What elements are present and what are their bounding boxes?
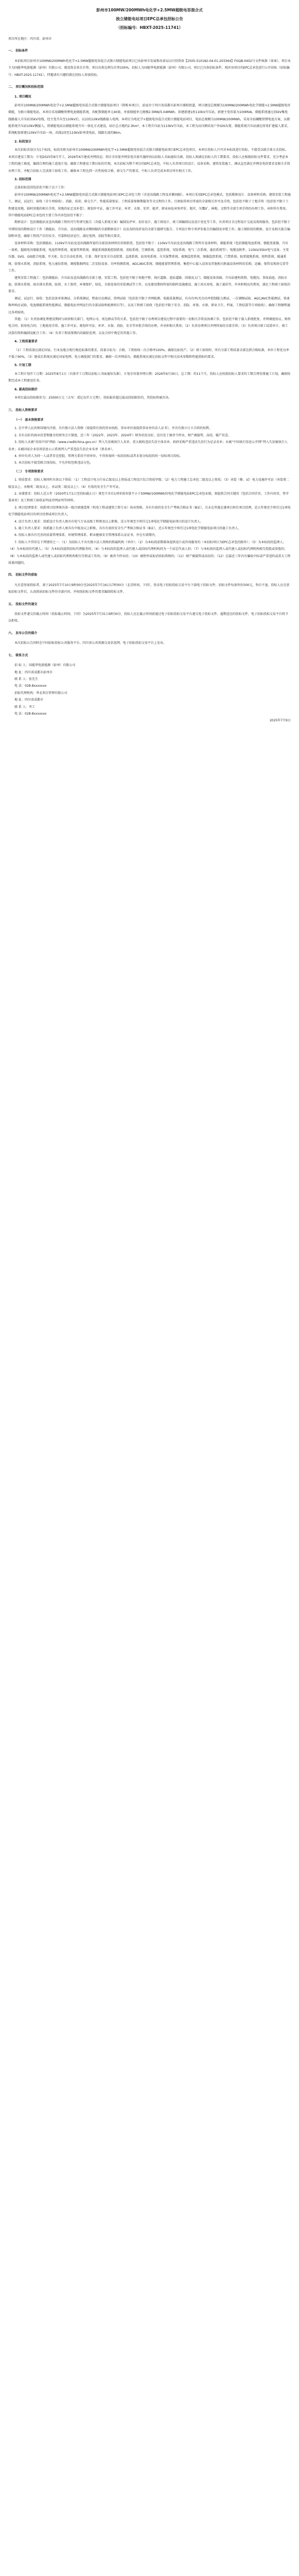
contact-item: 地 址：四川省成都市: [14, 698, 43, 702]
contact-item: 招标代理机构：华北项目管理有限公司: [14, 691, 68, 695]
special-qual-item-1: 1. 资质要求：投标人须同时具备以下资质：（1）工程设计电力行业乙级及以上资质或工程设计综合资质甲级；（2）电力工程施工总承包二级及以上资质；（3）承装（修、试）电力设施许可证（承装类二级及以上、承修类二级及以上、承试类二级及以上）；（4）有效的安全生产许可证。: [8, 478, 290, 489]
section6-title: 六、 发布公告的媒介: [8, 631, 38, 635]
basic-qualification-title: （一） 基本资格要求: [14, 418, 44, 422]
price-limit-text: 本项目最高投标限价为：25000万元（大写：贰亿伍仟万元整），投标报价超过最高投标限价的，其投标将被否决。: [14, 396, 172, 400]
scope-paragraph-5: 调试、试运行、验收：包括设备单体调试、分系统调试、整套启动调试、涉网试验（包括但不限于并网检测、电能质量测试、有功功率/无功功率控制能力测试、一次调频试验、AGC/AVC性能测试、快速频率响应试验、电池储能系统性能测试、储能电站并网运行的全部试验和检测项目等），以及工程竣工验收（包括但不限于安全、消防、环保、水保、职业卫生、档案、工程结算等专项验收），确保工程顺利通过各项验收。: [8, 296, 291, 314]
section1-title: 一、 招标条件: [8, 49, 28, 53]
price-limit-title: 6. 最高投标限价: [14, 387, 38, 391]
doc-title-line2: 独立储能电站项目EPC总承包招标公告: [116, 17, 183, 21]
basic-qual-item-5: 5. 本次招标不接受联合体投标，不允许转包和违法分包。: [14, 461, 93, 465]
section3-title: 三、 投标人资格要求: [8, 408, 38, 412]
basic-qual-item-4: 4. 单位负责人为同一人或者存在控股、管理关系的不同单位，不得参加同一标段投标或者未划分标段的同一招标项目投标。: [14, 454, 183, 458]
scope-paragraph-1: 彭州市100MW/200MWh电化学+2.5MW超级电容混合式独立储能电站项目EPC总承包工程（含送出线路工程及对侧间隔），本项目采用EPC总承包模式，包括勘察设计、设备材料采购、建筑安装工程施工、调试、试运行、验收（含专项验收）、消缺、培训、移交生产、性能质量保证、工程质量保修期服务等全过程的工作，且须取得项目所需的全部相关许可及手续，包括但不限于土地手续（包括但不限于工程建设用地、临时用地的相关手续、用地的征迁及补偿）、规划许可证、施工许可证、环评、水保、安评、能评、职业病危害预评价、地灾、压覆矿、林地、文物等全部专项手续的办理工作，承担所有费用。其中储能电站EPC总承包的主要工作内容包括但不限于：: [8, 193, 291, 217]
section4-title: 四、 招标文件的获取: [8, 573, 38, 577]
section1-text: 本招标项目彭州市100MW/200MWh电化学+2.5MW超级电容混合式独立储能电站项目已由彭州市发展和改革局以川投资备【2505-510182-04-01-203364】FGQB-0402号文件核准（备案），项目业主为国能华电新能源（彭州）有限公司，建设资金来自自筹，项目出资比例为自筹100%。招标人为国能华电新能源（彭州）有限公司。项目已具备招标条件，现对该项目的EPC总承包进行公开招标（招标编号：HBXT-2025-11741），特邀请有兴趣的潜在投标人参加投标。: [8, 59, 291, 77]
section2-title: 二、 项目概况和招标范围: [8, 85, 44, 89]
section2-sub2-text: 本次招标共划分为1个标段，标段名称为彭州市100MW/200MWh电化学+2.5MW超级电容混合式独立储能电站项目EPC总承包项目，本项目投标人只可对本标段进行投标，不接受以联合体方式投标。本项目建设工期为：计划2025年8月开工，2026年6月建成并网投运；项目全容量并网发电具体实施时间以招标人书面通知为准，投标人须满足招标人的工期要求。投标人应根据招标文件要求，充分考虑本工程的施工难度，编制合理的施工进度计划，确保工程建设工期目标的实现。本次招标为整个项目的EPC总承包，中标人负责项目的设计、设备采购、建筑安装施工、调试直至满足并网发电的要求及相关手续办理工作，并配合招标人完成竣工验收工作，确保本工程达到一次性验收合格、移交生产的要求，中标人负责完成本项目所有相关工作。: [8, 148, 290, 173]
scope-paragraph-3: 设备材料采购：包括储能站、110kV升压站及送出线路所需的全部设备材料的采购供货，包括但不限于：110kV升压站及送出线路工程所有设备材料，储能系统（包括储能电池系统、储能变流器、升压一体机、超级电容储能系统、电池管理系统、能量管理系统、储能系统就地控制系统、消防系统、空调系统、监控系统、安防系统、电气二次系统、通信系统等）、电缆及附件、110kV/35kV电气设备、主变压器、SVG、GIS组合电器、开关柜、综合自动化系统、计量、保护及安全自动装置、直流系统、站用电系统、火灾报警系统、视频监控系统、图像监控系统、门禁系统、防雷接地系统、照明系统、暖通系统、给排水系统、消防系统、电力通信系统、调度数据网及二次安防设备、功率预测系统、AGC/AVC系统、储能能量管理系统、集控中心接入设备及其他相关附属设备材料的采购、运输、保管及现场交货等工作。: [8, 241, 289, 273]
publish-date: 2025年7月9日: [270, 719, 291, 723]
scope-intro: 总体招标范围包括但不限于以下工作：: [14, 186, 68, 190]
doc-title-line3: （招标编号：HBXT-2025-11741）: [116, 25, 183, 30]
special-qual-item-7: 7. 投标人不得存在下列情形之一：（1）为招标人不具有独立法人资格的附属机构（单位）；（2）为本标段前期准备提供设计或咨询服务的（本招标项目为EPC总承包的除外）；（3）为本标段的监理人；（4）为本标段的代建人；（5）为本标段提供招标代理服务的；（6）与本标段的监理人或代建人或招标代理机构同为一个法定代表人的；（7）与本标段的监理人或代建人或招标代理机构相互控股或参股的；（8）与本标段的监理人或代建人或招标代理机构相互任职或工作的；（9）被责令停业的；（10）被暂停或取消投标资格的；（11）财产被接管或冻结的；（12）在最近三年内有骗取中标或严重违约或重大工程质量问题的。: [8, 540, 291, 565]
contact-item: 地 址：四川省成都市彭州市: [14, 670, 53, 674]
section2-sub2-title: 2. 标段划分: [14, 139, 32, 144]
schedule-title: 5. 计划工期: [14, 364, 32, 368]
special-qualification-title: （二） 专项资格要求: [14, 469, 44, 473]
quality-text: （1）工程质量应满足国家、行业及地方现行规范标准的要求，质量目标为：合格，工程验收一次合格率100%，确保达标投产。（2）竣工验收时，所有分部工程质量全部达到合格标准，单位工程优良率不低于90%。（3）建成后系统应满足国家电网、电力调度部门的要求，确保一次并网成功，储能系统应满足招标文件中相关技术参数和性能指标的要求。: [8, 348, 289, 359]
section2-sub1-title: 1. 项目概况: [14, 95, 32, 99]
title-block: [8, 6, 291, 31]
contact-item: 电 话：028-8xxxxxxx: [14, 684, 47, 688]
special-qual-item-5: 5. 施工负责人要求：拟派施工负责人须具有中级及以上职称，具有有效的安全生产考核合格证书（B证），近五年须至少担任过1项电化学储能电站项目的施工负责人。: [14, 527, 241, 530]
section4-text: 凡有意参加投标者，请于2025年7月10日9时00分至2025年7月16日17时00分（北京时间，下同），登录电子招标投标交易平台下载电子招标文件。招标文件每套售价500元，售后不退。投标人应在获取招标文件后，认真阅读招标文件的全部内容，并按照招标文件的要求编制投标文件。: [8, 583, 290, 594]
project-location: 项目所在地区：四川省，彭州市: [8, 37, 52, 41]
quality-title: 4. 工程质量要求: [14, 340, 38, 344]
section5-text: 投标文件递交的截止时间（投标截止时间，下同）为2025年7月31日9时30分，投标人应在截止时间前通过电子招标投标交易平台递交电子投标文件。逾期送达的投标文件，电子招标投标交易平台将予以拒收。: [8, 612, 289, 623]
section2-sub1-text: 彭州市100MW/200MWh电化学+2.5MW超级电容混合式独立储能电站项目（简称本项目），站址位于四川省成都市彭州市濛阳街道，项目建设总规模为100MW/200MWh电化学储能+2.5MW超级电容储能，为独立储能电站，本项目采用磷酸铁锂电池储能系统，共配置储能单元40套，单套储能单元规模2.5MW/5.04MWh。拟建新建1座110kV升压站，新建主变容量为100MVA，储能系统通过35kV集电线路接入升压站35kV母线，经主变升压至110kV后，以1回110kV线路接入电网。本项目为电化学+超级电容混合式独立储能电站项目，电站总规模为100MW/200MWh，采用全站磷酸铁锂电池方案，以储能系统升压站10kV侧接入，将储能电站以储能系统升压一体化方式建设，站区总占地约2.3hm²，本工程升压站为110kV升压站，本工程为高压侧采用户外GIS布置，储能系统升压站满足将来扩建接入要求，系统配套新建110kV升压站一座，出线1回至110kV彭州变电站，线路长度约8km。: [8, 103, 291, 135]
contact-item: 联 系 人：李工: [14, 705, 35, 709]
section5-title: 五、 投标文件的递交: [8, 602, 38, 606]
document-page: [0, 0, 299, 735]
doc-title-line1: 彭州市100MW/200MWh电化学+2.5MW超级电容混合式: [96, 8, 203, 12]
section6-text: 本次招标公告同时在中国招标投标公共服务平台、四川省公共资源交易信息网、电子招标投标交易平台上发布。: [14, 641, 167, 645]
special-qual-item-3: 3. 项目经理要求：拟派项目经理须具备一级注册建造师（机电工程或建筑工程专业）执业资格，具有有效的安全生产考核合格证书（B证），且未在其他在建项目担任项目经理，近五年须至少担任过1项电化学储能电站项目的项目经理或项目负责人。: [8, 505, 291, 517]
basic-qual-item-2: 2. 具有良好的商业信誉和健全的财务会计制度，近三年（2022年、2023年、2024年）财务状况良好，没有处于被责令停业，财产被接管、冻结，破产状态。: [14, 433, 231, 437]
contact-item: 招 标 人：国能华电新能源（彭州）有限公司: [14, 663, 75, 668]
contact-item: 联 系 人：张先生: [14, 677, 38, 681]
section7-title: 七、 联系方式: [8, 653, 28, 657]
schedule-text: 本工程计划开工日期：2025年8月1日（具体开工日期以招标人书面通知为准），计划全容量并网日期：2026年6月30日，总工期：约11个月。投标人应按照招标人要求的工期合理安排施工计划，确保按期完成本工程建设任务。: [8, 372, 291, 383]
special-qual-item-6: 6. 投标人须具有完善的质量管理体系、环境管理体系、职业健康安全管理体系认证证书，并在有效期内。: [14, 533, 158, 538]
scope-paragraph-4: 建筑安装工程施工：包括储能站、升压站及送出线路的全部土建、安装工程，包括但不限于场地平整、场区道路、进站道路、围墙及大门、储能设备基础、升压站建构筑物、电缆沟、事故油池、消防水池、给排水系统、雨水排水系统、防洪、水土保持、环境保护、绿化、全部设备的安装调试等工作，以及建设期间所需的临时设施建设、施工用水用电、施工通信等，并承担相应的费用，满足工程竣工验收的要求。: [8, 276, 291, 294]
contact-item: 电 话：028-8xxxxxxx: [14, 712, 47, 716]
scope-paragraph-6: 其他：（1）负责协调处理建设期间与政府相关部门、电网公司、周边群众等的关系，包括但不限于办理项目建设过程中需要的一切相关手续及协调工作，包括但不限于接入系统批复、并网调度协议、购售电合同、供用电合同、土地使用手续、施工许可证、规划许可证、环评、水保、消防、安全等审批手续的办理，并承担相关费用；（2）负责办理项目并网所需的全部手续；（3）负责项目竣工结算审计、竣工决算的资料编制及配合工作；（4）负责工程质保期内的缺陷处理，以及合同中规定的其他工作。: [8, 318, 291, 335]
basic-qual-item-1: 1. 在中华人民共和国境内注册，具有独立法人资格（需提供有效的营业执照，事业单位需提供事业单位法人证书），并具有独立订立合同的权利。: [14, 426, 212, 431]
section2-sub3-title: 3. 招标范围: [14, 177, 32, 181]
special-qual-item-4: 4. 设计负责人要求：拟派设计负责人须具有电气专业高级工程师及以上职称，近五年须至少担任过1项电化学储能电站项目的设计负责人。: [14, 519, 203, 524]
scope-paragraph-2: 勘察设计：包括储能站及送出线路工程的可行性研究报告（含接入系统方案）编制及评审、初步设计、施工图设计、竣工图编制以及设计优化等工作，负责项目全过程设计交底及现场服务，包括但不限于可研阶段的勘察设计工作（储能站、升压站、送出线路及对侧间隔的全部勘察设计）以及各阶段涉及的全部专题研究报告、专项设计和专项评价报告的编制及审批工作；施工图阶段的勘察、设计及相关报告编制和审查，确保工程投产后的安全、可靠和经济运行，满足电网、消防等相关要求。: [8, 220, 291, 239]
basic-qual-item-3: 3. 投标人未被“信用中国”网站（www.creditchina.gov.cn）列入失信被执行人名单、重大税收违法失信主体名单、政府采购严重违法失信行为记录名单；未被“中国执行信息公开网”列入失信被执行人名单；未被国家企业信用信息公示系统列入严重违法失信企业名单（黑名单）。: [8, 440, 288, 451]
special-qual-item-2: 2. 业绩要求：投标人近五年（2020年1月1日至投标截止日）须至少具有1项单体容量不小于50MW/100MWh的电化学储能电站EPC总承包业绩，须提供合同关键页（包括合同首页、工作内容页、签字盖章页）及工程竣工验收证明或并网证明等材料。: [8, 492, 289, 503]
